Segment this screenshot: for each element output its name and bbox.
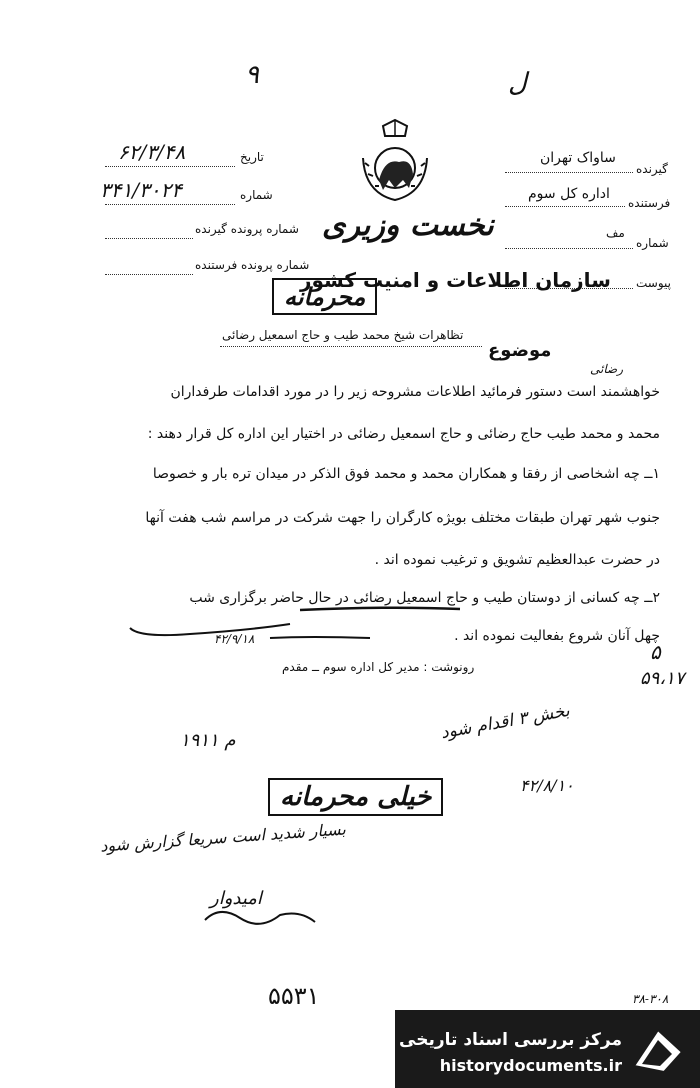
- sender-line: [505, 206, 625, 207]
- org-header: سازمان اطلاعات و امنیت کشور: [300, 268, 611, 292]
- page-number: ۵۵۳۱: [268, 982, 320, 1010]
- signature: امیدوار: [210, 888, 262, 909]
- right-number-value: مف: [606, 226, 625, 240]
- number-label: شماره: [240, 188, 273, 202]
- attachment-label: پیوست: [636, 276, 671, 290]
- date-value: ۶۲/۳/۴۸: [118, 140, 186, 164]
- recipient-file-label: شماره پرونده گیرنده: [195, 222, 299, 236]
- handwritten-note-1-date: ۴۲/۸/۱۰: [520, 776, 574, 795]
- signature-stroke: [200, 900, 320, 930]
- right-number-label: شماره: [636, 236, 669, 250]
- recipient-line: [505, 172, 633, 173]
- subject-annotation: رضائی: [590, 362, 623, 376]
- margin-note-ref: ۵۹،۱۷: [640, 668, 685, 689]
- subject-label: موضوع: [488, 340, 552, 361]
- body-line-7: چهل آنان شروع بفعالیت نموده اند .: [454, 628, 660, 644]
- date-line: [105, 166, 235, 167]
- document-archive-logo-icon: [628, 1022, 688, 1078]
- confidential-stamp: محرمانه: [272, 278, 377, 315]
- subject-value: تظاهرات شیخ محمد طیب و حاج اسمعیل رضائی: [222, 328, 464, 342]
- watermark-url: historydocuments.ir: [439, 1056, 622, 1075]
- number-value: ۳۴۱/۳۰۲۴: [100, 178, 182, 202]
- margin-note-number: ۵: [650, 640, 661, 664]
- handwritten-left-date: م ۱۹۱۱: [180, 730, 236, 751]
- sender-value: اداره کل سوم: [528, 186, 610, 202]
- right-number-line: [505, 248, 633, 249]
- closing-line: رونوشت : مدیر کل اداره سوم ــ مقدم: [282, 660, 475, 674]
- sender-file-line: [105, 274, 193, 275]
- handwritten-note-1: بخش ۳ اقدام شود: [439, 700, 572, 744]
- sender-file-label: شماره پرونده فرستنده: [195, 258, 310, 272]
- body-line-3: ۱ــ چه اشخاصی از رفقا و همکاران محمد و محمد فوق الذکر در میدان تره بار و خصوصا: [152, 466, 660, 482]
- top-left-mark: ۹: [245, 60, 259, 90]
- recipient-file-line: [105, 238, 193, 239]
- recipient-value: ساواک تهران: [540, 150, 616, 166]
- body-line-1: خواهشمند است دستور فرمائید اطلاعات مشروحه زیر را در مورد اقدامات طرفداران: [170, 384, 660, 400]
- lion-and-sun-emblem-icon: [355, 118, 435, 213]
- number-line: [105, 204, 235, 205]
- body-line-2: محمد و محمد طیب حاج رضائی و حاج اسمعیل رضائی در اختیار این اداره کل قرار دهند :: [147, 426, 660, 442]
- very-confidential-stamp: خیلی محرمانه: [268, 778, 443, 816]
- date-label: تاریخ: [240, 150, 264, 164]
- body-line-5: در حضرت عبدالعظیم تشویق و ترغیب نموده اند .: [374, 552, 660, 568]
- sender-label: فرستنده: [628, 196, 671, 210]
- top-right-mark: ل: [508, 68, 527, 98]
- handwritten-note-2: بسیار شدید است سریعا گزارش شود: [99, 819, 347, 856]
- body-line-4: جنوب شهر تهران طبقات مختلف بویژه کارگران را جهت شرکت در مراسم شب هفت آنها: [145, 510, 660, 526]
- body-line-6: ۲ــ چه کسانی از دوستان طیب و حاج اسمعیل رضائی در حال حاضر برگزاری شب: [189, 590, 660, 606]
- corner-reference: ۳۸-۳۰۸: [632, 992, 669, 1006]
- watermark-title: مرکز بررسی اسناد تاریخی: [399, 1030, 622, 1050]
- recipient-label: گیرنده: [636, 162, 668, 176]
- subject-line: [220, 346, 482, 347]
- emblem-title: نخست وزیری: [322, 208, 494, 243]
- underline-strokes: [120, 598, 580, 658]
- body-handwritten-date: ۴۲/۹/۱۸: [214, 632, 255, 646]
